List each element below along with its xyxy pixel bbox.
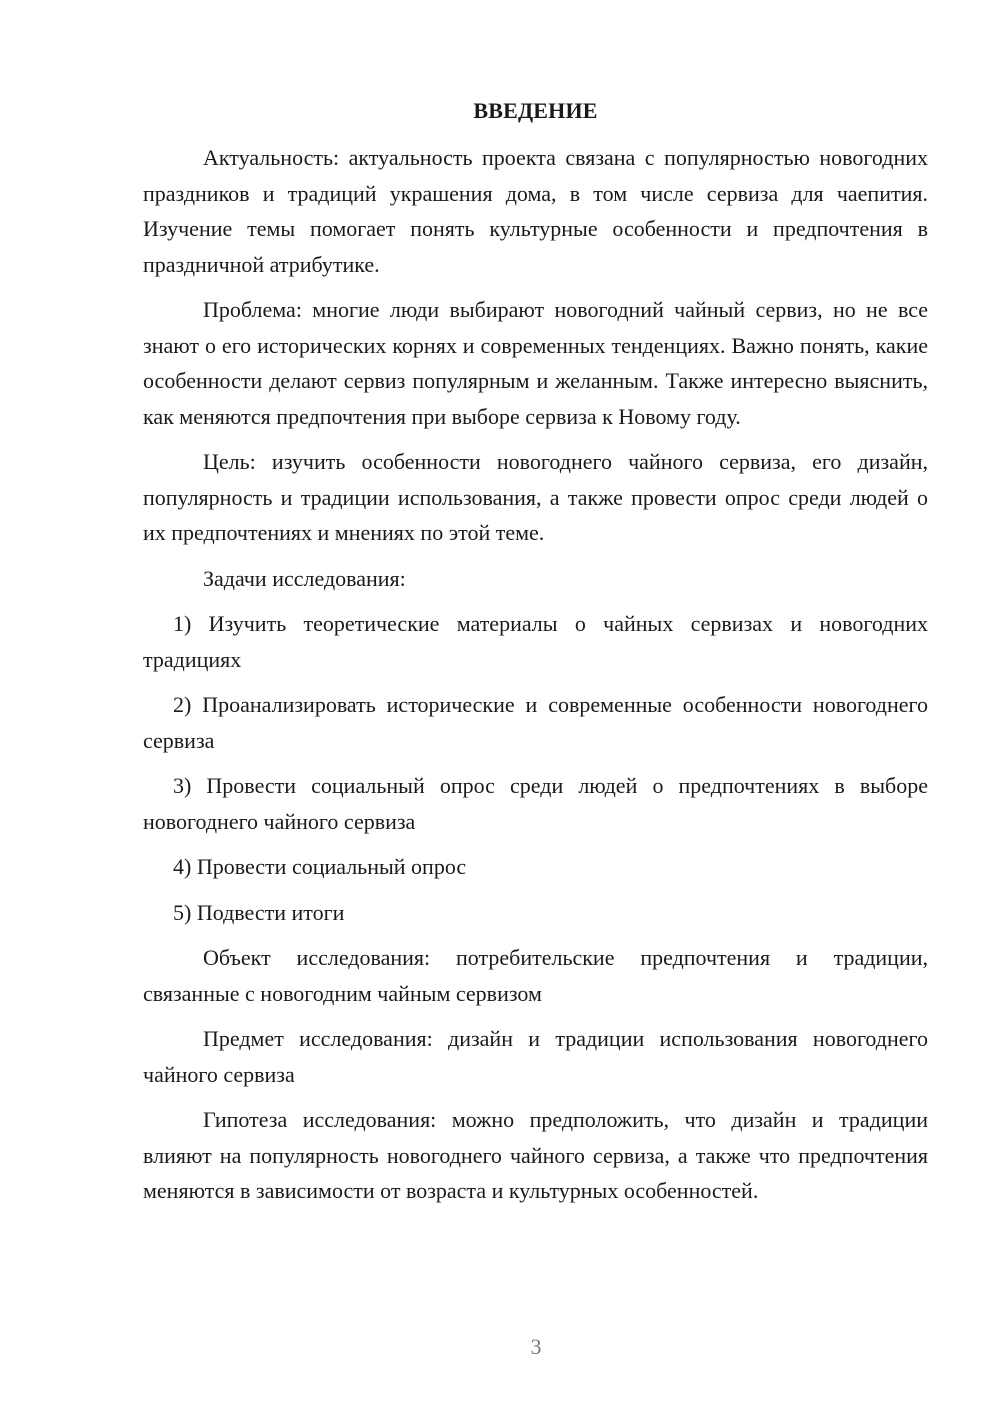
task-item-4: 4) Провести социальный опрос xyxy=(173,854,467,879)
paragraph-hypothesis: Гипотеза исследования: можно предположить, что дизайн и традиции влияют на популярность новогоднего чайного сервиза, а также что предпочтения меняются в зависимости от возраста и культурных особенностей. xyxy=(143,1107,928,1203)
task-item-3: 3) Провести социальный опрос среди людей о предпочтениях в выборе новогоднего чайного сервиза xyxy=(143,773,928,834)
task-item-2: 2) Проанализировать исторические и современные особенности новогоднего сервиза xyxy=(143,692,928,753)
page-title: ВВЕДЕНИЕ xyxy=(473,98,598,123)
paragraph-problem: Проблема: многие люди выбирают новогодний чайный сервиз, но не все знают о его исторических корнях и современных тенденциях. Важно понять, какие особенности делают сервиз популярным и желанным. Также интересно выяснить, как меняются предпочтения при выборе сервиза к Новому году. xyxy=(143,297,928,429)
paragraph-tasks-heading: Задачи исследования: xyxy=(203,565,406,591)
paragraph-relevance: Актуальность: актуальность проекта связана с популярностью новогодних праздников и традиций украшения дома, в том числе сервиза для чаепития. Изучение темы помогает понять культурные особенности и предпочтения в праздничной атрибутике. xyxy=(143,145,928,277)
page-number: 3 xyxy=(530,1334,542,1359)
paragraph-subject: Предмет исследования: дизайн и традиции использования новогоднего чайного сервиза xyxy=(143,1026,928,1087)
paragraph-object: Объект исследования: потребительские предпочтения и традиции, связанные с новогодним чайным сервизом xyxy=(143,945,928,1006)
paragraph-goal: Цель: изучить особенности новогоднего чайного сервиза, его дизайн, популярность и традиции использования, а также провести опрос среди людей о их предпочтениях и мнениях по этой теме. xyxy=(143,449,928,545)
task-item-5: 5) Подвести итоги xyxy=(173,899,345,925)
document-page xyxy=(143,96,928,1219)
task-item-1: 1) Изучить теоретические материалы о чайных сервизах и новогодних традициях xyxy=(143,611,928,672)
